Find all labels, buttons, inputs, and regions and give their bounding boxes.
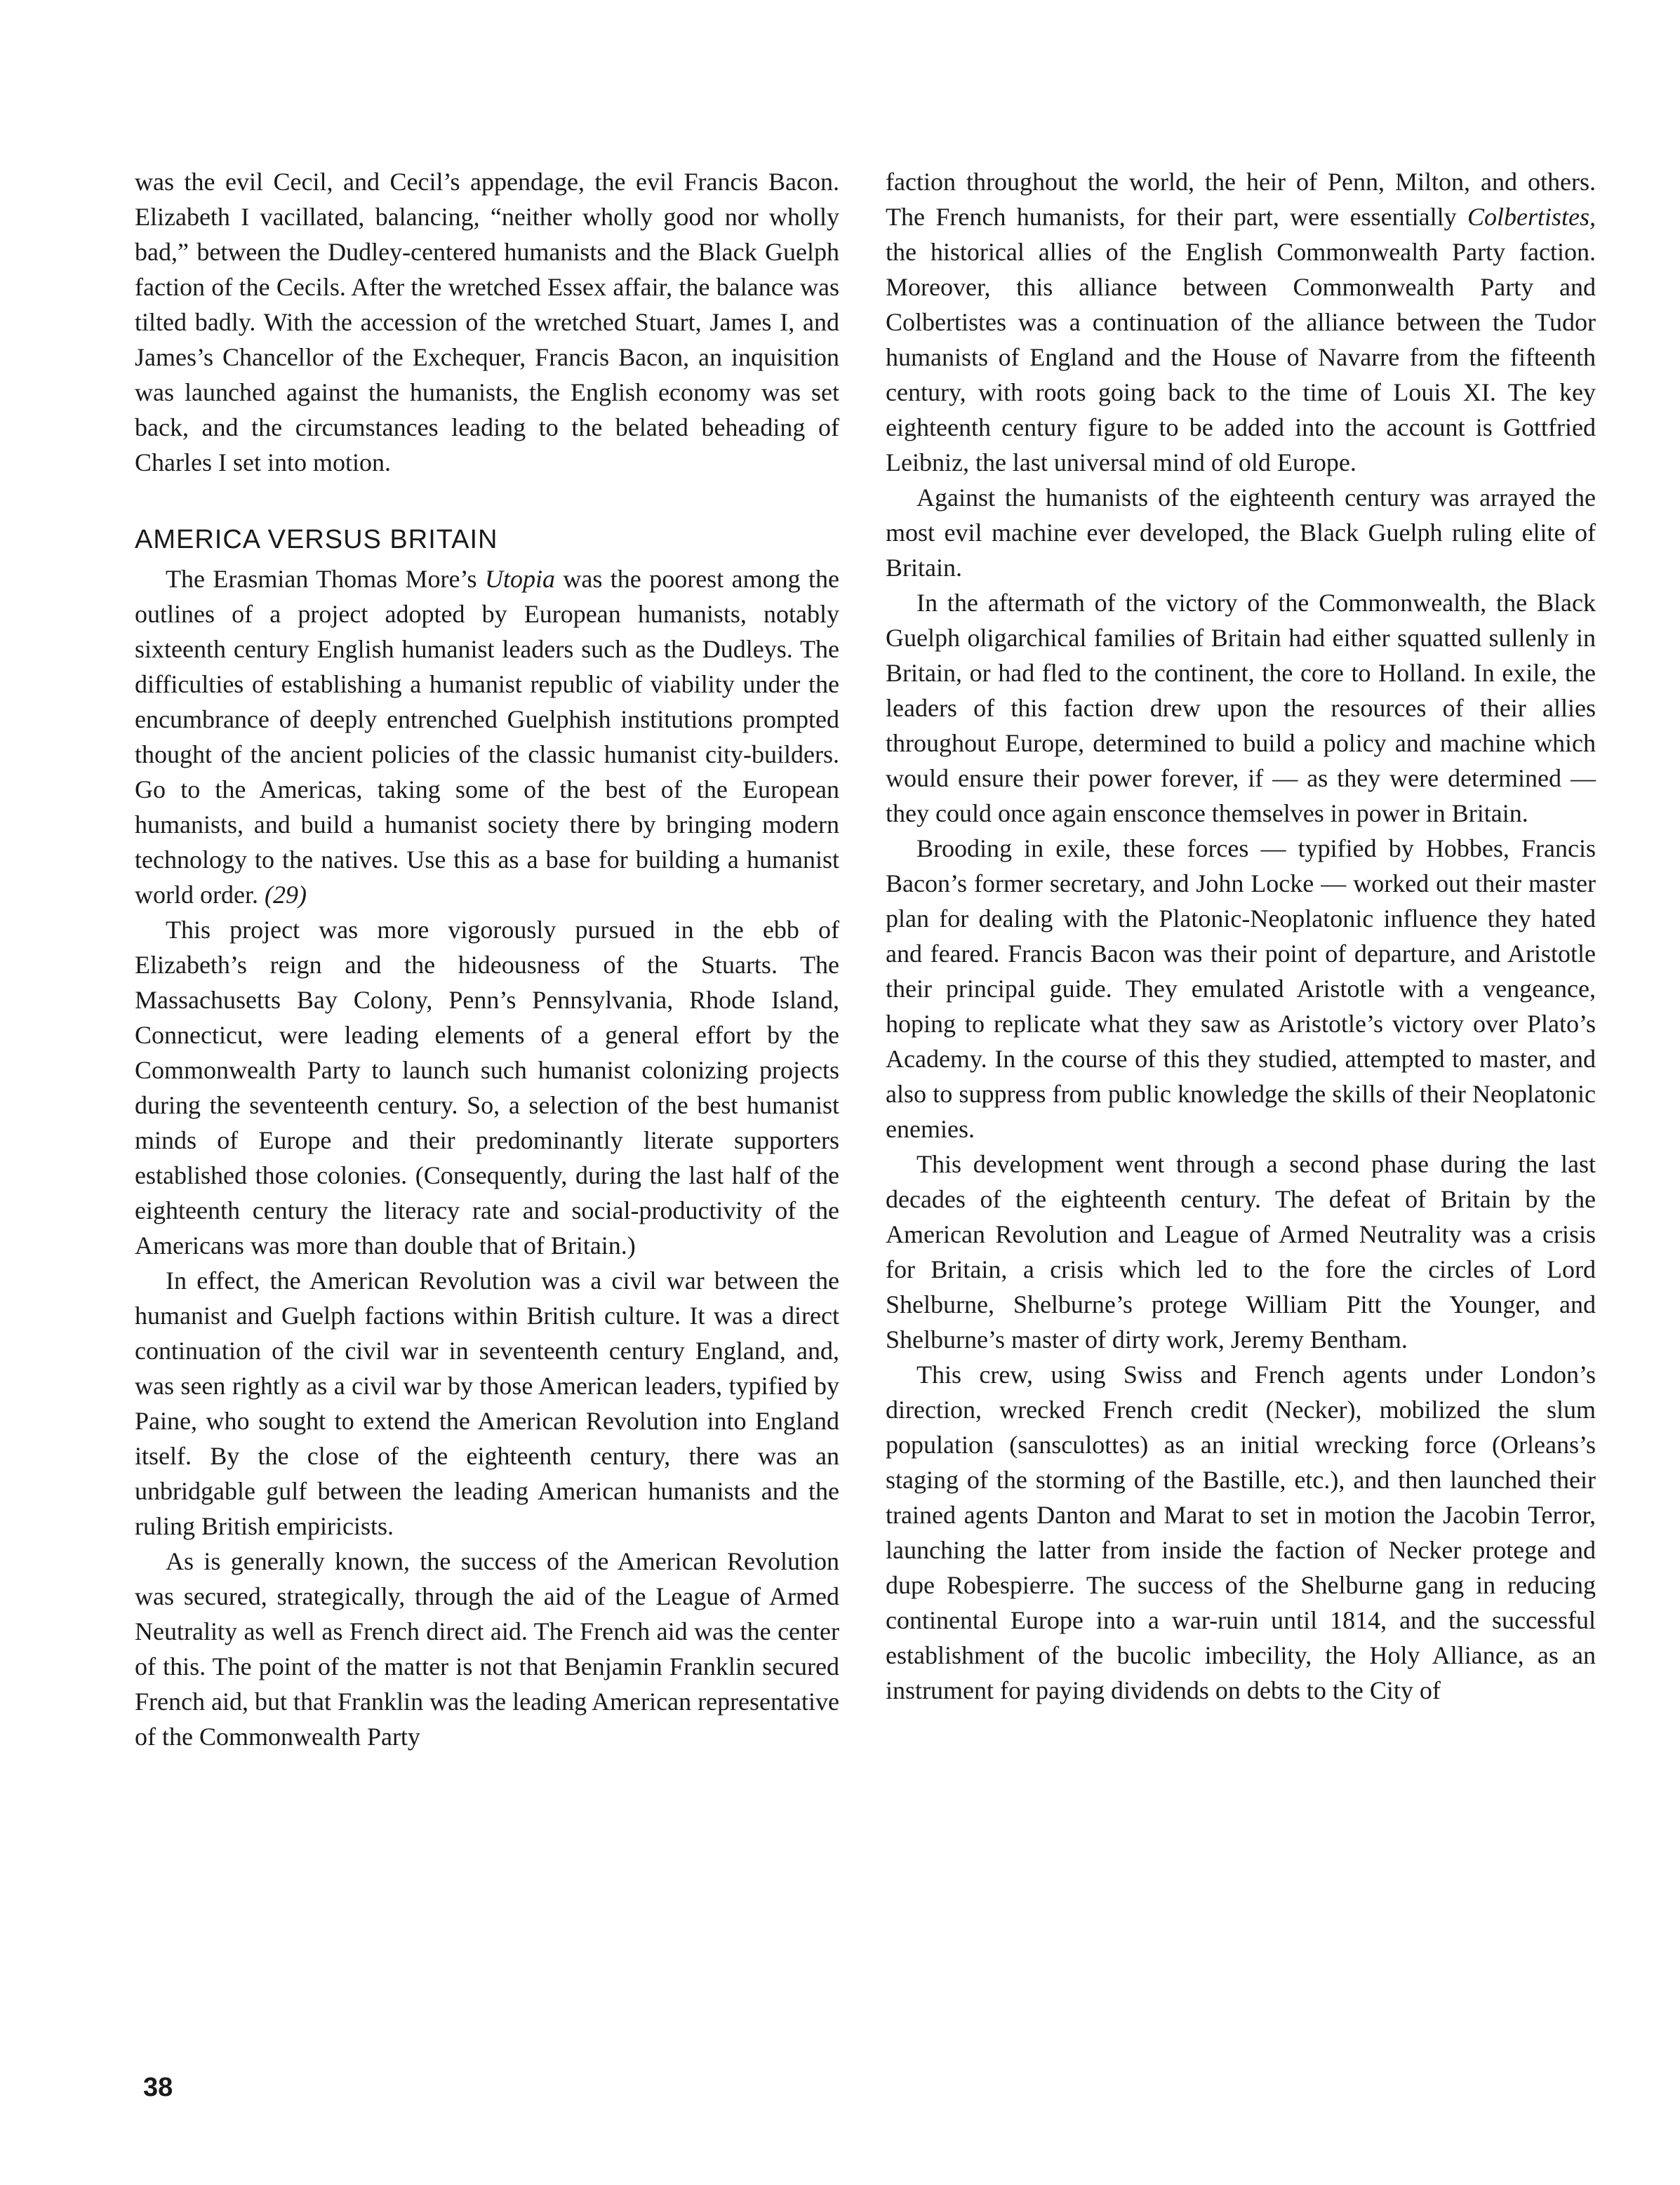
- paragraph-aftermath: In the aftermath of the victory of the Commonwealth, the Black Guelph oligarchical families of Britain had either squatted sullenly in Britain, or had fled to the continent, the core to Holland. In exile, the leaders of this faction drew upon the resources of their allies throughout Europe, determined to build a policy and machine which would ensure their power forever, if — as they were determined — they could once again ensconce themselves in power in Britain.: [886, 589, 1596, 827]
- paragraph-faction-text-a: faction throughout the world, the heir of Penn, Milton, and others. The French humanists, for their part, were essentially: [886, 168, 1596, 231]
- paragraph-known: As is generally known, the success of the American Revolution was secured, strategically, through the aid of the League of Armed Neutrality as well as French direct aid. The French aid was the center of this. The point of the matter is not that Benjamin Franklin secured French aid, but that Franklin was the leading American representative of the Commonwealth Party: [135, 1547, 839, 1751]
- paragraph-effect: In effect, the American Revolution was a civil war between the humanist and Guelph factions within British culture. It was a direct continuation of the civil war in seventeenth century England, and, was seen rightly as a civil war by those American leaders, typified by Paine, who sought to extend the American Revolution into England itself. By the close of the eighteenth century, there was an unbridgable gulf between the leading American humanists and the ruling British empiricists.: [135, 1267, 839, 1540]
- paragraph-project: This project was more vigorously pursued in the ebb of Elizabeth’s reign and the hideousness of the Stuarts. The Massachusetts Bay Colony, Penn’s Pennsylvania, Rhode Island, Connecticut, were leading elements of a general effort by the Commonwealth Party to launch such humanist colonizing projects during the seventeenth century. So, a selection of the best humanist minds of Europe and their predominantly literate supporters established those colonies. (Consequently, during the last half of the eighteenth century the literacy rate and social-productivity of the Americans was more than double that of Britain.): [135, 916, 839, 1259]
- page-number: 38: [143, 2073, 173, 2102]
- paragraph-utopia-text-b: was the poorest among the outlines of a project adopted by European humanists, notably sixteenth century English humanist leaders such as the Dudleys. The difficulties of establishing a humanist republic of viability under the encumbrance of deeply entrenched Guelphish institutions prompted thought of the ancient policies of the classic humanist city-builders. Go to the Americas, taking some of the best of the European humanists, and build a humanist society there by bringing modern technology to the natives. Use this as a base for building a humanist world order.: [135, 565, 840, 909]
- paragraph-brooding: Brooding in exile, these forces — typified by Hobbes, Francis Bacon’s former secretary, and John Locke — worked out their master plan for dealing with the Platonic-Neoplatonic influence they hated and feared. Francis Bacon was their point of departure, and Aristotle their principal guide. They emulated Aristotle with a vengeance, hoping to replicate what they saw as Aristotle’s victory over Plato’s Academy. In the course of this they studied, attempted to master, and also to suppress from public knowledge the skills of their Neoplatonic enemies.: [886, 834, 1596, 1143]
- right-column: [886, 164, 1596, 1708]
- paragraph-faction: [886, 164, 1596, 480]
- paragraph-faction-text-b: the historical allies of the English Commonwealth Party faction. Moreover, this alliance between Commonwealth Party and Colbertistes was a continuation of the alliance between the Tudor humanists of England and the House of Navarre from the fifteenth century, with roots going back to the time of Louis XI. The key eighteenth century figure to be added into the account is Gottfried Leibniz, the last universal mind of old Europe.: [886, 238, 1596, 476]
- section-heading: AMERICA VERSUS BRITAIN: [135, 525, 498, 554]
- paragraph-development: This development went through a second phase during the last decades of the eighteenth century. The defeat of Britain by the American Revolution and League of Armed Neutrality was a crisis for Britain, a crisis which led to the fore the circles of Lord Shelburne, Shelburne’s protege William Pitt the Younger, and Shelburne’s master of dirty work, Jeremy Bentham.: [886, 1150, 1596, 1354]
- paragraph-against: Against the humanists of the eighteenth century was arrayed the most evil machine ever developed, the Black Guelph ruling elite of Britain.: [886, 483, 1596, 582]
- utopia-title: Utopia: [484, 565, 555, 593]
- paragraph-utopia: [135, 561, 839, 912]
- left-column: [135, 164, 839, 1754]
- paragraph-crew: This crew, using Swiss and French agents under London’s direction, wrecked French credit (Necker), mobilized the slum population (sansculottes) as an initial wrecking force (Orleans’s staging of the storming of the Bastille, etc.), and then launched their trained agents Danton and Marat to set in motion the Jacobin Terror, launching the latter from inside the faction of Necker protege and dupe Robespierre. The success of the Shelburne gang in reducing continental Europe into a war-ruin until 1814, and the successful establishment of the bucolic imbecility, the Holy Alliance, as an instrument for paying dividends on debts to the City of: [886, 1361, 1596, 1704]
- footnote-reference: (29): [264, 881, 307, 909]
- paragraph-intro: was the evil Cecil, and Cecil’s appendage, the evil Francis Bacon. Elizabeth I vacillated, balancing, “neither wholly good nor wholly bad,” between the Dudley-centered humanists and the Black Guelph faction of the Cecils. After the wretched Essex affair, the balance was tilted badly. With the accession of the wretched Stuart, James I, and James’s Chancellor of the Exchequer, Francis Bacon, an inquisition was launched against the humanists, the English economy was set back, and the circumstances leading to the belated beheading of Charles I set into motion.: [135, 168, 839, 476]
- colbertistes-term: Colbertistes,: [1467, 203, 1596, 231]
- paragraph-utopia-text-a: The Erasmian Thomas More’s: [166, 565, 485, 593]
